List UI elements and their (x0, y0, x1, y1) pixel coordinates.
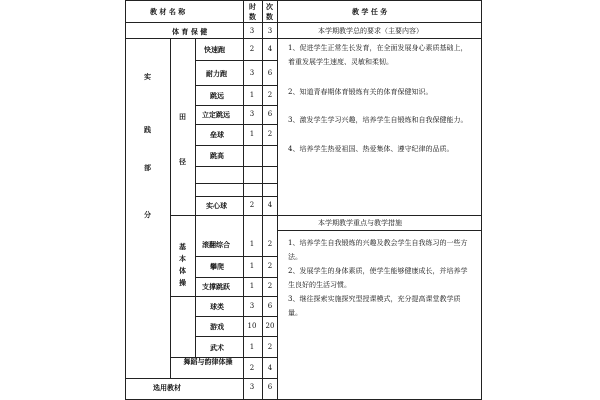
item-times: 20 (265, 322, 275, 330)
requirement-item: 4、培养学生热爱祖国、热爱集体、遵守纪律的品质。 (288, 145, 454, 153)
item-hours: 3 (249, 69, 255, 77)
header-times-2: 数 (266, 12, 273, 21)
header-divider (125, 22, 482, 23)
col-divider (243, 0, 244, 400)
item-name: 跳远 (210, 91, 224, 100)
row-divider (195, 183, 277, 184)
row-divider (195, 316, 277, 317)
row-divider (125, 378, 277, 379)
item-hours: 1 (249, 130, 255, 138)
row-divider (195, 145, 277, 146)
row-divider (170, 296, 277, 297)
item-times: 6 (267, 69, 273, 77)
measure-item: 2、发展学生的身体素质，使学生能够健康成长，并培养学生良好的生活习惯。 (288, 267, 468, 289)
item-name: 舞蹈与韵律体操 (183, 357, 233, 366)
item-hours: 3 (249, 302, 255, 310)
gym-label-2: 本 (179, 254, 186, 263)
item-name: 快速跑 (204, 45, 225, 54)
item-hours: 2 (249, 364, 255, 372)
item-name: 跳高 (210, 151, 224, 160)
elective-hours: 3 (249, 383, 255, 391)
gym-label-3: 体 (179, 266, 186, 275)
row-divider (195, 60, 277, 61)
header-hours-2: 数 (249, 12, 256, 21)
item-times: 2 (267, 262, 273, 270)
header-hours-1: 时 (249, 2, 256, 11)
table-border-left (125, 0, 126, 400)
item-name: 武术 (210, 343, 224, 352)
item-hours: 1 (249, 282, 255, 290)
requirement-item: 1、促进学生正常生长发育，在全面发展身心素质基础上，着重发展学生速度、灵敏和柔韧。 (288, 44, 468, 66)
requirement-item: 3、激发学生学习兴趣，培养学生自锻炼和自我保健能力。 (288, 116, 468, 124)
track-label-2: 径 (179, 157, 186, 166)
item-times: 2 (267, 130, 273, 138)
item-name: 实心球 (206, 201, 227, 210)
item-times: 2 (267, 282, 273, 290)
header-times-1: 次 (266, 2, 273, 11)
header-task: 教 学 任 务 (352, 7, 388, 16)
item-name: 立定跳远 (202, 110, 230, 119)
item-hours: 10 (247, 322, 257, 330)
measure-item: 1、培养学生自我锻炼的兴趣及教会学生自我练习的一些方法。 (288, 239, 468, 261)
item-name: 球类 (210, 302, 224, 311)
elective-times: 6 (267, 383, 273, 391)
row-divider (195, 105, 277, 106)
item-name: 滚翻综合 (202, 240, 230, 249)
table-border-top (125, 0, 482, 1)
health-times: 3 (267, 27, 273, 35)
track-label-1: 田 (179, 112, 186, 121)
row-divider (195, 85, 277, 86)
item-hours: 1 (249, 343, 255, 351)
col-divider (262, 0, 263, 400)
item-name: 攀爬 (210, 262, 224, 271)
table-border-right (481, 0, 482, 400)
item-hours: 1 (249, 262, 255, 270)
practice-label-4: 分 (144, 210, 151, 219)
item-hours: 2 (249, 45, 255, 53)
elective-label: 选用教材 (153, 383, 181, 392)
row-divider (195, 336, 277, 337)
row-divider (195, 277, 277, 278)
requirement-title: 本学期教学总的要求（主要内容） (318, 27, 423, 35)
item-name: 游戏 (210, 322, 224, 331)
item-name: 耐力跑 (206, 69, 227, 78)
item-times: 6 (267, 110, 273, 118)
item-hours: 2 (249, 201, 255, 209)
practice-label-3: 部 (144, 163, 151, 172)
row-divider (195, 196, 277, 197)
col-divider (277, 0, 278, 400)
col-divider (195, 38, 196, 357)
header-material: 教 材 名 称 (150, 7, 186, 16)
focus-title-divider (277, 230, 482, 231)
health-label: 体 育 保 健 (172, 27, 208, 36)
item-times: 4 (267, 364, 273, 372)
practice-label-1: 实 (144, 72, 151, 81)
item-times: 6 (267, 302, 273, 310)
requirement-item: 2、知道青春期体育锻炼有关的体育保健知识。 (288, 88, 433, 96)
focus-title: 本学期教学重点与教学措施 (318, 219, 402, 227)
item-hours: 3 (249, 110, 255, 118)
item-times: 4 (267, 201, 273, 209)
row-divider (125, 38, 482, 39)
item-hours: 1 (249, 240, 255, 248)
practice-label-2: 践 (144, 125, 151, 134)
col-divider (170, 38, 171, 378)
item-times: 2 (267, 91, 273, 99)
item-name: 垒球 (210, 130, 224, 139)
row-divider (170, 215, 482, 216)
item-name: 支撑跳跃 (202, 282, 230, 291)
gym-label-4: 操 (179, 278, 186, 287)
measure-item: 3、继往探索实施探究型授课模式，充分提高课堂教学质量。 (288, 295, 461, 317)
item-times: 4 (267, 45, 273, 53)
item-hours: 1 (249, 91, 255, 99)
row-divider (195, 256, 277, 257)
item-times: 2 (267, 240, 273, 248)
item-times: 2 (267, 343, 273, 351)
health-hours: 3 (249, 27, 255, 35)
row-divider (195, 166, 277, 167)
gym-label-1: 基 (179, 242, 186, 251)
row-divider (195, 124, 277, 125)
